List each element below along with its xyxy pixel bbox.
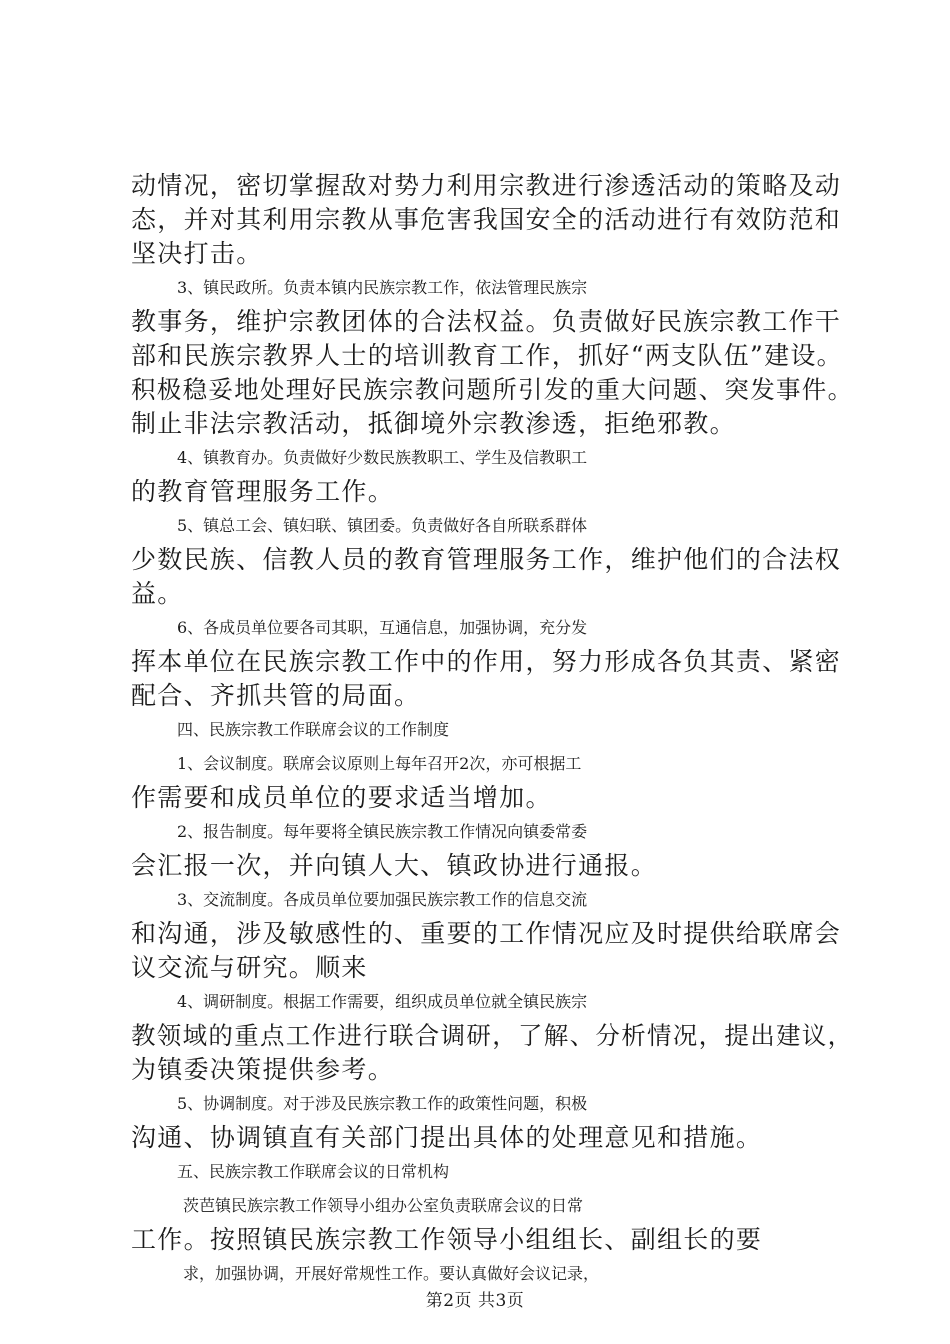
text-line: 4、调研制度。根据工作需要，组织成员单位就全镇民族宗 [177, 992, 588, 1011]
text-line: 6、各成员单位要各司其职，互通信息，加强协调，充分发 [177, 618, 588, 637]
text-line: 议交流与研究。顺来 [131, 953, 368, 982]
text-line: 益。 [131, 579, 184, 608]
section-heading: 五、民族宗教工作联席会议的日常机构 [177, 1162, 450, 1181]
text-line: 5、协调制度。对于涉及民族宗教工作的政策性问题，积极 [177, 1094, 588, 1113]
text-line: 部和民族宗教界人士的培训教育工作，抓好“两支队伍”建设。 [131, 341, 843, 370]
text-line: 教领域的重点工作进行联合调研，了解、分析情况，提出建议， [131, 1021, 854, 1050]
text-line: 坚决打击。 [131, 239, 263, 268]
text-line: 沟通、协调镇直有关部门提出具体的处理意见和措施。 [131, 1123, 763, 1152]
text-line: 态，并对其利用宗教从事危害我国安全的活动进行有效防范和 [131, 205, 842, 234]
text-line: 2、报告制度。每年要将全镇民族宗教工作情况向镇委常委 [177, 822, 588, 841]
text-line: 1、会议制度。联席会议原则上每年召开2次，亦可根据工 [177, 754, 582, 773]
page-number-footer: 第2页 共3页 [425, 1291, 525, 1311]
text-line: 5、镇总工会、镇妇联、镇团委。负责做好各自所联系群体 [177, 516, 588, 535]
text-line: 会汇报一次，并向镇人大、镇政协进行通报。 [131, 851, 658, 880]
text-line: 和沟通，涉及敏感性的、重要的工作情况应及时提供给联席会 [131, 919, 842, 948]
text-line: 工作。按照镇民族宗教工作领导小组组长、副组长的要 [131, 1225, 763, 1254]
text-line: 的教育管理服务工作。 [131, 477, 395, 506]
section-heading: 四、民族宗教工作联席会议的工作制度 [177, 720, 450, 739]
text-line: 配合、齐抓共管的局面。 [131, 681, 421, 710]
text-line: 3、交流制度。各成员单位要加强民族宗教工作的信息交流 [177, 890, 588, 909]
text-line: 求，加强协调，开展好常规性工作。要认真做好会议记录， [183, 1264, 600, 1283]
text-line: 茨芭镇民族宗教工作领导小组办公室负责联席会议的日常 [183, 1196, 584, 1215]
text-line: 4、镇教育办。负责做好少数民族教职工、学生及信教职工 [177, 448, 588, 467]
text-line: 积极稳妥地处理好民族宗教问题所引发的重大问题、突发事件。 [131, 375, 854, 404]
text-line: 为镇委决策提供参考。 [131, 1055, 395, 1084]
text-line: 作需要和成员单位的要求适当增加。 [131, 783, 552, 812]
text-line: 教事务，维护宗教团体的合法权益。负责做好民族宗教工作干 [131, 307, 842, 336]
text-line: 制止非法宗教活动，抵御境外宗教渗透，拒绝邪教。 [131, 409, 736, 438]
text-line: 少数民族、信教人员的教育管理服务工作，维护他们的合法权 [131, 545, 842, 574]
text-line: 3、镇民政所。负责本镇内民族宗教工作，依法管理民族宗 [177, 278, 588, 297]
text-line: 动情况，密切掌握敌对势力利用宗教进行渗透活动的策略及动 [131, 171, 842, 200]
text-line: 挥本单位在民族宗教工作中的作用，努力形成各负其责、紧密 [131, 647, 842, 676]
